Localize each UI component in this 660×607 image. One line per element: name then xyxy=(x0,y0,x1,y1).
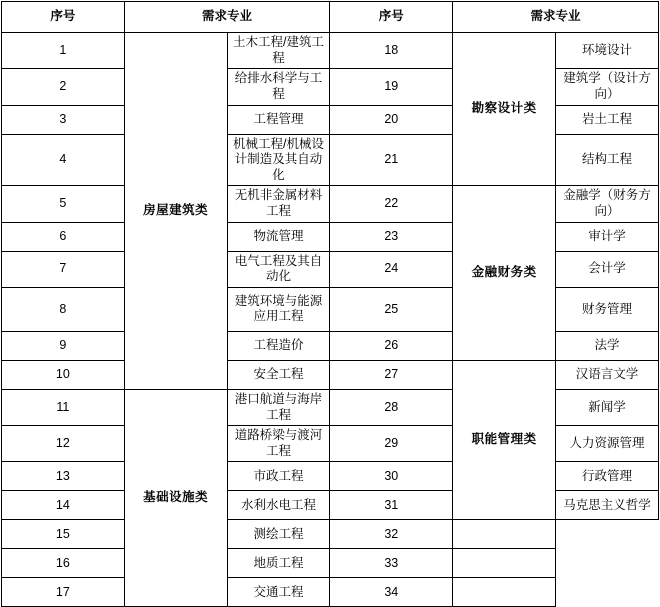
cell-seq-right: 28 xyxy=(330,389,453,425)
cell-major-right: 财务管理 xyxy=(556,287,659,331)
cell-seq-right: 31 xyxy=(330,491,453,520)
cell-major-left: 测绘工程 xyxy=(227,520,330,549)
cell-major-right: 马克思主义哲学 xyxy=(556,491,659,520)
cell-major-left: 交通工程 xyxy=(227,578,330,607)
table-row xyxy=(2,69,659,105)
table-row xyxy=(2,491,659,520)
header-seq-left: 序号 xyxy=(2,2,125,33)
cell-major-right xyxy=(453,578,556,607)
cell-major-left: 电气工程及其自动化 xyxy=(227,251,330,287)
table-row xyxy=(2,520,659,549)
table-row xyxy=(2,462,659,491)
cell-seq-left: 5 xyxy=(2,186,125,222)
cell-seq-left: 6 xyxy=(2,222,125,251)
cell-category-left: 房屋建筑类 xyxy=(124,33,227,390)
table-row xyxy=(2,389,659,425)
table-row xyxy=(2,186,659,222)
cell-major-left: 工程管理 xyxy=(227,105,330,134)
cell-seq-left: 8 xyxy=(2,287,125,331)
cell-category-right: 勘察设计类 xyxy=(453,33,556,186)
cell-major-right: 结构工程 xyxy=(556,134,659,186)
cell-major-left: 物流管理 xyxy=(227,222,330,251)
cell-seq-left: 14 xyxy=(2,491,125,520)
cell-category-right: 职能管理类 xyxy=(453,360,556,520)
table-row xyxy=(2,426,659,462)
cell-seq-right: 23 xyxy=(330,222,453,251)
cell-major-right: 会计学 xyxy=(556,251,659,287)
cell-major-right: 审计学 xyxy=(556,222,659,251)
cell-major-left: 道路桥梁与渡河工程 xyxy=(227,426,330,462)
cell-seq-left: 17 xyxy=(2,578,125,607)
cell-major-left: 水利水电工程 xyxy=(227,491,330,520)
cell-major-right: 人力资源管理 xyxy=(556,426,659,462)
cell-seq-right: 21 xyxy=(330,134,453,186)
cell-major-right: 建筑学（设计方向） xyxy=(556,69,659,105)
cell-seq-right: 32 xyxy=(330,520,453,549)
table-row xyxy=(2,251,659,287)
cell-major-right: 法学 xyxy=(556,331,659,360)
cell-seq-left: 4 xyxy=(2,134,125,186)
cell-seq-right: 26 xyxy=(330,331,453,360)
cell-seq-right: 25 xyxy=(330,287,453,331)
cell-major-left: 无机非金属材料工程 xyxy=(227,186,330,222)
cell-seq-right: 20 xyxy=(330,105,453,134)
table-header-row xyxy=(2,2,659,33)
cell-major-left: 地质工程 xyxy=(227,549,330,578)
table-body xyxy=(2,2,659,607)
cell-major-left: 土木工程/建筑工程 xyxy=(227,33,330,69)
cell-seq-left: 15 xyxy=(2,520,125,549)
required-majors-table xyxy=(1,1,659,607)
cell-seq-left: 9 xyxy=(2,331,125,360)
cell-major-right: 环境设计 xyxy=(556,33,659,69)
cell-seq-left: 1 xyxy=(2,33,125,69)
document-page xyxy=(0,1,660,599)
cell-seq-right: 18 xyxy=(330,33,453,69)
cell-major-right: 岩土工程 xyxy=(556,105,659,134)
header-major-left: 需求专业 xyxy=(124,2,330,33)
cell-seq-right: 22 xyxy=(330,186,453,222)
cell-major-right: 行政管理 xyxy=(556,462,659,491)
cell-major-left: 港口航道与海岸工程 xyxy=(227,389,330,425)
table-row xyxy=(2,287,659,331)
cell-seq-right: 30 xyxy=(330,462,453,491)
cell-seq-right: 33 xyxy=(330,549,453,578)
cell-major-right: 新闻学 xyxy=(556,389,659,425)
table-row xyxy=(2,360,659,389)
cell-major-left: 市政工程 xyxy=(227,462,330,491)
table-row xyxy=(2,33,659,69)
cell-seq-right: 24 xyxy=(330,251,453,287)
cell-seq-right: 34 xyxy=(330,578,453,607)
cell-seq-left: 12 xyxy=(2,426,125,462)
cell-major-left: 机械工程/机械设计制造及其自动化 xyxy=(227,134,330,186)
cell-seq-left: 3 xyxy=(2,105,125,134)
cell-category-left: 基础设施类 xyxy=(124,389,227,607)
cell-seq-right: 29 xyxy=(330,426,453,462)
cell-seq-left: 10 xyxy=(2,360,125,389)
cell-category-right: 金融财务类 xyxy=(453,186,556,361)
table-row xyxy=(2,578,659,607)
cell-seq-left: 11 xyxy=(2,389,125,425)
cell-major-left: 安全工程 xyxy=(227,360,330,389)
cell-major-right: 汉语言文学 xyxy=(556,360,659,389)
cell-seq-left: 2 xyxy=(2,69,125,105)
cell-major-right: 金融学（财务方向） xyxy=(556,186,659,222)
cell-seq-right: 19 xyxy=(330,69,453,105)
table-row xyxy=(2,549,659,578)
header-seq-right: 序号 xyxy=(330,2,453,33)
table-row xyxy=(2,105,659,134)
cell-seq-right: 27 xyxy=(330,360,453,389)
cell-seq-left: 16 xyxy=(2,549,125,578)
cell-seq-left: 7 xyxy=(2,251,125,287)
cell-major-left: 给排水科学与工程 xyxy=(227,69,330,105)
cell-major-right xyxy=(453,520,556,549)
cell-major-right xyxy=(453,549,556,578)
cell-seq-left: 13 xyxy=(2,462,125,491)
table-row xyxy=(2,331,659,360)
cell-major-left: 工程造价 xyxy=(227,331,330,360)
table-row xyxy=(2,222,659,251)
header-major-right: 需求专业 xyxy=(453,2,659,33)
cell-major-left: 建筑环境与能源应用工程 xyxy=(227,287,330,331)
table-row xyxy=(2,134,659,186)
